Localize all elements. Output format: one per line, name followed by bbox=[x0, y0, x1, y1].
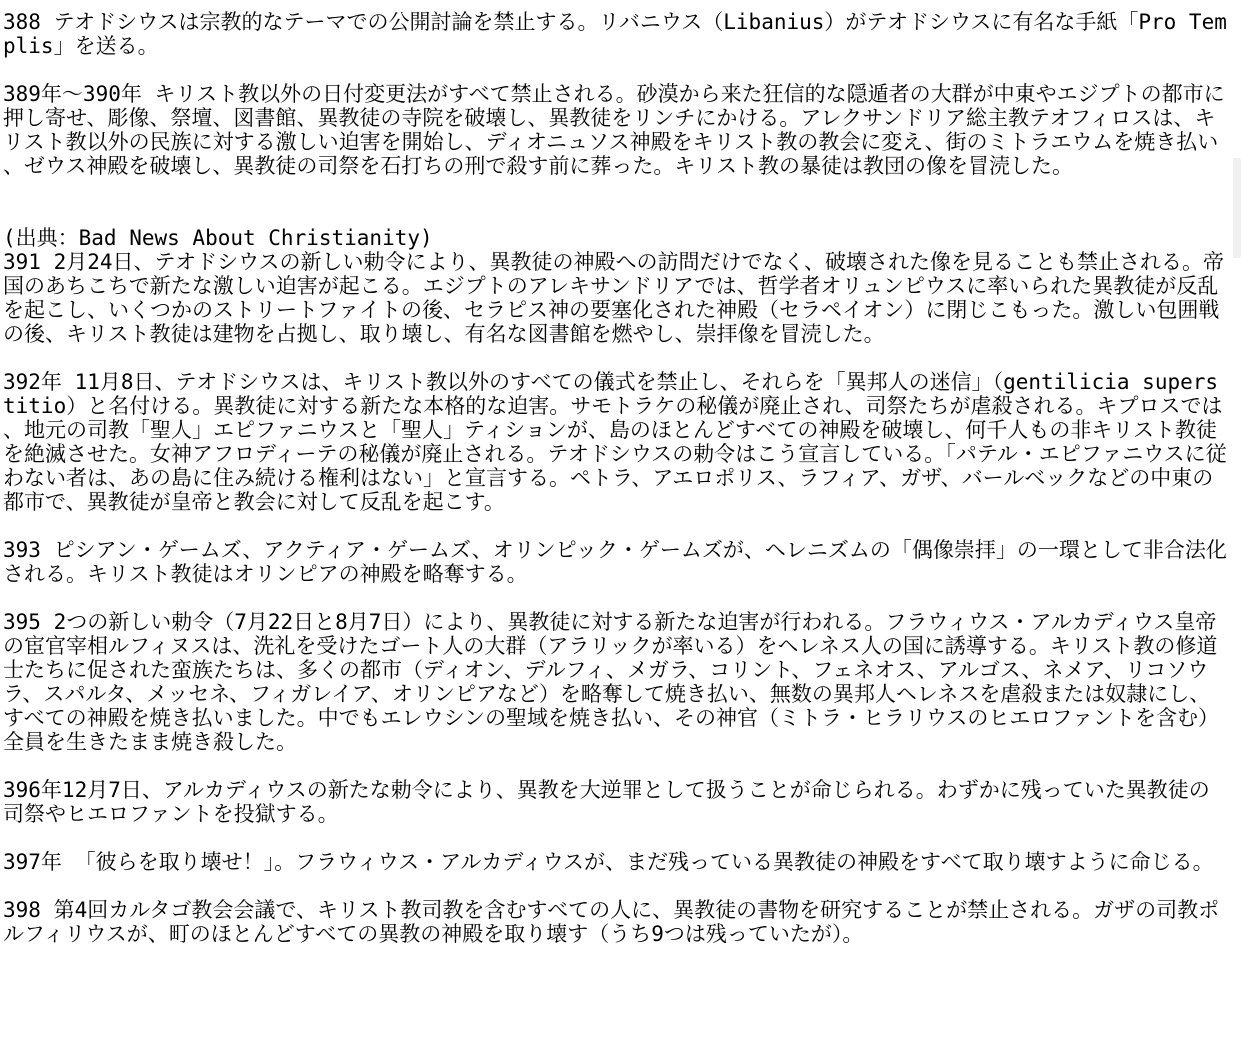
paragraph-spacer bbox=[3, 346, 1229, 370]
paragraph-391: 391 2月24日、テオドシウスの新しい勅令により、異教徒の神殿への訪問だけでなく、破壊された像を見ることも禁止される。帝国のあちこちで新たな激しい迫害が起こる。エジプトのアレキサンドリアでは、哲学者オリュンピウスに率いられた異教徒が反乱を起こし、いくつかのストリートファイトの後、セラピス神の要塞化された神殿（セラペイオン）に閉じこもった。激しい包囲戦の後、キリスト教徒は建物を占拠し、取り壊し、有名な図書館を燃やし、崇拝像を冒涜した。 bbox=[3, 250, 1225, 346]
paragraph-396: 396年12月7日、アルカディウスの新たな勅令により、異教を大逆罪として扱うことが命じられる。わずかに残っていた異教徒の司祭やヒエロファントを投獄する。 bbox=[3, 778, 1210, 826]
paragraph-395: 395 2つの新しい勅令（7月22日と8月7日）により、異教徒に対する新たな迫害が行われる。フラウィウス・アルカディウス皇帝の宦官宰相ルフィヌスは、洗礼を受けたゴート人の大群（アラリックが率いる）をヘレネス人の国に誘導する。キリスト教の修道士たちに促された蛮族たちは、多くの都市（ディオン、デルフィ、メガラ、コリント、フェネオス、アルゴス、ネメア、リコソウラ、スパルタ、メッセネ、フィガレイア、オリンピアなど）を略奪して焼き払い、無数の異邦人ヘレネスを虐殺または奴隷にし、すべての神殿を焼き払いました。中でもエレウシンの聖域を焼き払い、その神官（ミトラ・ヒラリウスのヒエロファントを含む）全員を生きたまま焼き殺した。 bbox=[3, 610, 1219, 754]
document-body bbox=[3, 10, 1229, 1056]
paragraph-spacer bbox=[3, 874, 1229, 898]
paragraph-spacer bbox=[3, 178, 1229, 226]
scrollbar-thumb[interactable] bbox=[1233, 158, 1241, 258]
paragraph-388: 388 テオドシウスは宗教的なテーマでの公開討論を禁止する。リバニウス（Libanius）がテオドシウスに有名な手紙「Pro Templis」を送る。 bbox=[3, 10, 1227, 58]
paragraph-spacer bbox=[3, 826, 1229, 850]
paragraph-spacer bbox=[3, 514, 1229, 538]
paragraph-spacer bbox=[3, 754, 1229, 778]
paragraph-392: 392年 11月8日、テオドシウスは、キリスト教以外のすべての儀式を禁止し、それらを「異邦人の迷信」（gentilicia superstitio）と名付ける。異教徒に対する新たな本格的な迫害。サモトラケの秘儀が廃止され、司祭たちが虐殺される。キプロスでは、地元の司教「聖人」エピファニウスと「聖人」ティションが、島のほとんどすべての神殿を破壊し、何千人もの非キリスト教徒を絶滅させた。女神アフロディーテの秘儀が廃止される。テオドシウスの勅令はこう宣言している。「パテル・エピファニウスに従わない者は、あの島に住み続ける権利はない」と宣言する。ペトラ、アエロポリス、ラフィア、ガザ、バールベックなどの中東の都市で、異教徒が皇帝と教会に対して反乱を起こす。 bbox=[3, 370, 1227, 514]
paragraph-397: 397年 「彼らを取り壊せ！」。フラウィウス・アルカディウスが、まだ残っている異教徒の神殿をすべて取り壊すように命じる。 bbox=[3, 850, 1214, 874]
paragraph-393: 393 ピシアン・ゲームズ、アクティア・ゲームズ、オリンピック・ゲームズが、ヘレニズムの「偶像崇拝」の一環として非合法化される。キリスト教徒はオリンピアの神殿を略奪する。 bbox=[3, 538, 1227, 586]
paragraph-spacer bbox=[3, 586, 1229, 610]
paragraph-389-390: 389年～390年 キリスト教以外の日付変更法がすべて禁止される。砂漠から来た狂信的な隠遁者の大群が中東やエジプトの都市に押し寄せ、彫像、祭壇、図書館、異教徒の寺院を破壊し、異教徒をリンチにかける。アレクサンドリア総主教テオフィロスは、キリスト教以外の民族に対する激しい迫害を開始し、ディオニュソス神殿をキリスト教の教会に変え、街のミトラエウムを焼き払い、ゼウス神殿を破壊し、異教徒の司祭を石打ちの刑で殺す前に葬った。キリスト教の暴徒は教団の像を冒涜した。 bbox=[3, 82, 1225, 178]
paragraph-spacer bbox=[3, 58, 1229, 82]
source-citation: (出典：Bad News About Christianity) bbox=[3, 226, 433, 250]
vertical-scrollbar[interactable] bbox=[1232, 0, 1242, 1060]
paragraph-398: 398 第4回カルタゴ教会会議で、キリスト教司教を含むすべての人に、異教徒の書物を研究することが禁止される。ガザの司教ポルフィリウスが、町のほとんどすべての異教の神殿を取り壊す（うち9つは残っていたが）。 bbox=[3, 898, 1220, 946]
